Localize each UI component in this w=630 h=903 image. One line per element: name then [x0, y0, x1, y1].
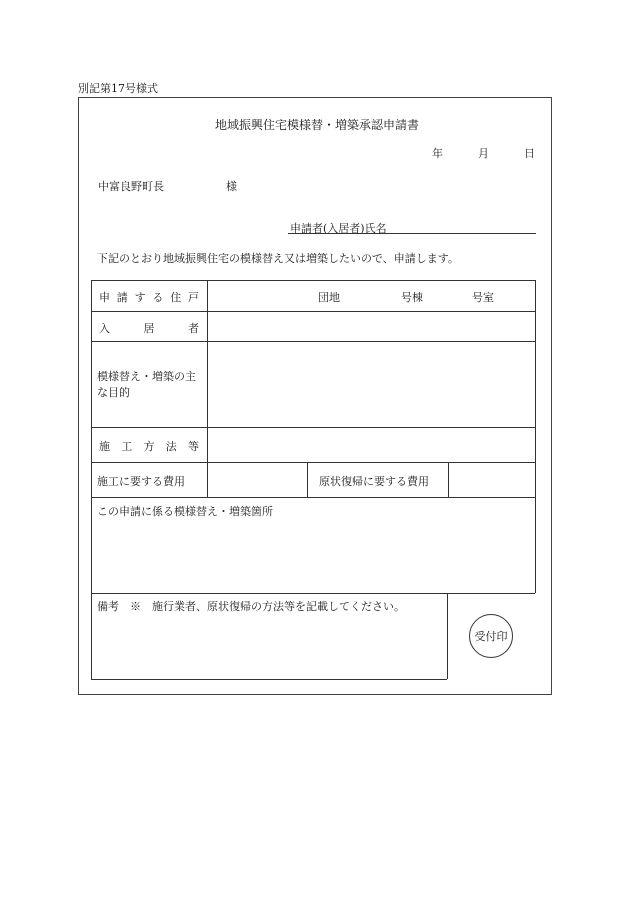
applicant-name-label: 申請者(入居者)氏名 — [290, 222, 387, 235]
date-year-label: 年 — [432, 147, 443, 160]
date-month-label: 月 — [478, 147, 489, 160]
restoration-cost-label: 原状復帰に要する費用 — [319, 475, 429, 488]
goutou-label: 号棟 — [401, 291, 423, 304]
addressee-honorific: 様 — [226, 180, 237, 193]
resident-label: 入 居 者 — [99, 322, 199, 335]
residence-label: 申 請 す る 住 戸 — [99, 291, 199, 304]
construction-cost-label: 施工に要する費用 — [97, 475, 185, 488]
intro-text: 下記のとおり地域振興住宅の模様替え又は増築したいので、申請します。 — [97, 252, 459, 265]
danchi-label: 団地 — [318, 291, 340, 304]
form-number: 別記第17号様式 — [78, 82, 158, 95]
date-day-label: 日 — [524, 147, 535, 160]
reception-seal-label: 受付印 — [474, 630, 508, 643]
reception-seal — [469, 614, 513, 658]
method-label: 施 工 方 法 等 — [99, 440, 199, 453]
addressee-name: 中富良野町長 — [98, 180, 164, 193]
applicant-name-underline — [288, 233, 536, 234]
goushitsu-label: 号室 — [472, 291, 494, 304]
location-label: この申請に係る模様替え・増築箇所 — [97, 505, 273, 518]
form-title: 地域振興住宅模様替・増築承認申請書 — [215, 118, 420, 132]
remarks-label: 備考 ※ 施行業者、原状復帰の方法等を記載してください。 — [97, 600, 405, 613]
purpose-label: 模様替え・増築の主な目的 — [97, 370, 196, 399]
